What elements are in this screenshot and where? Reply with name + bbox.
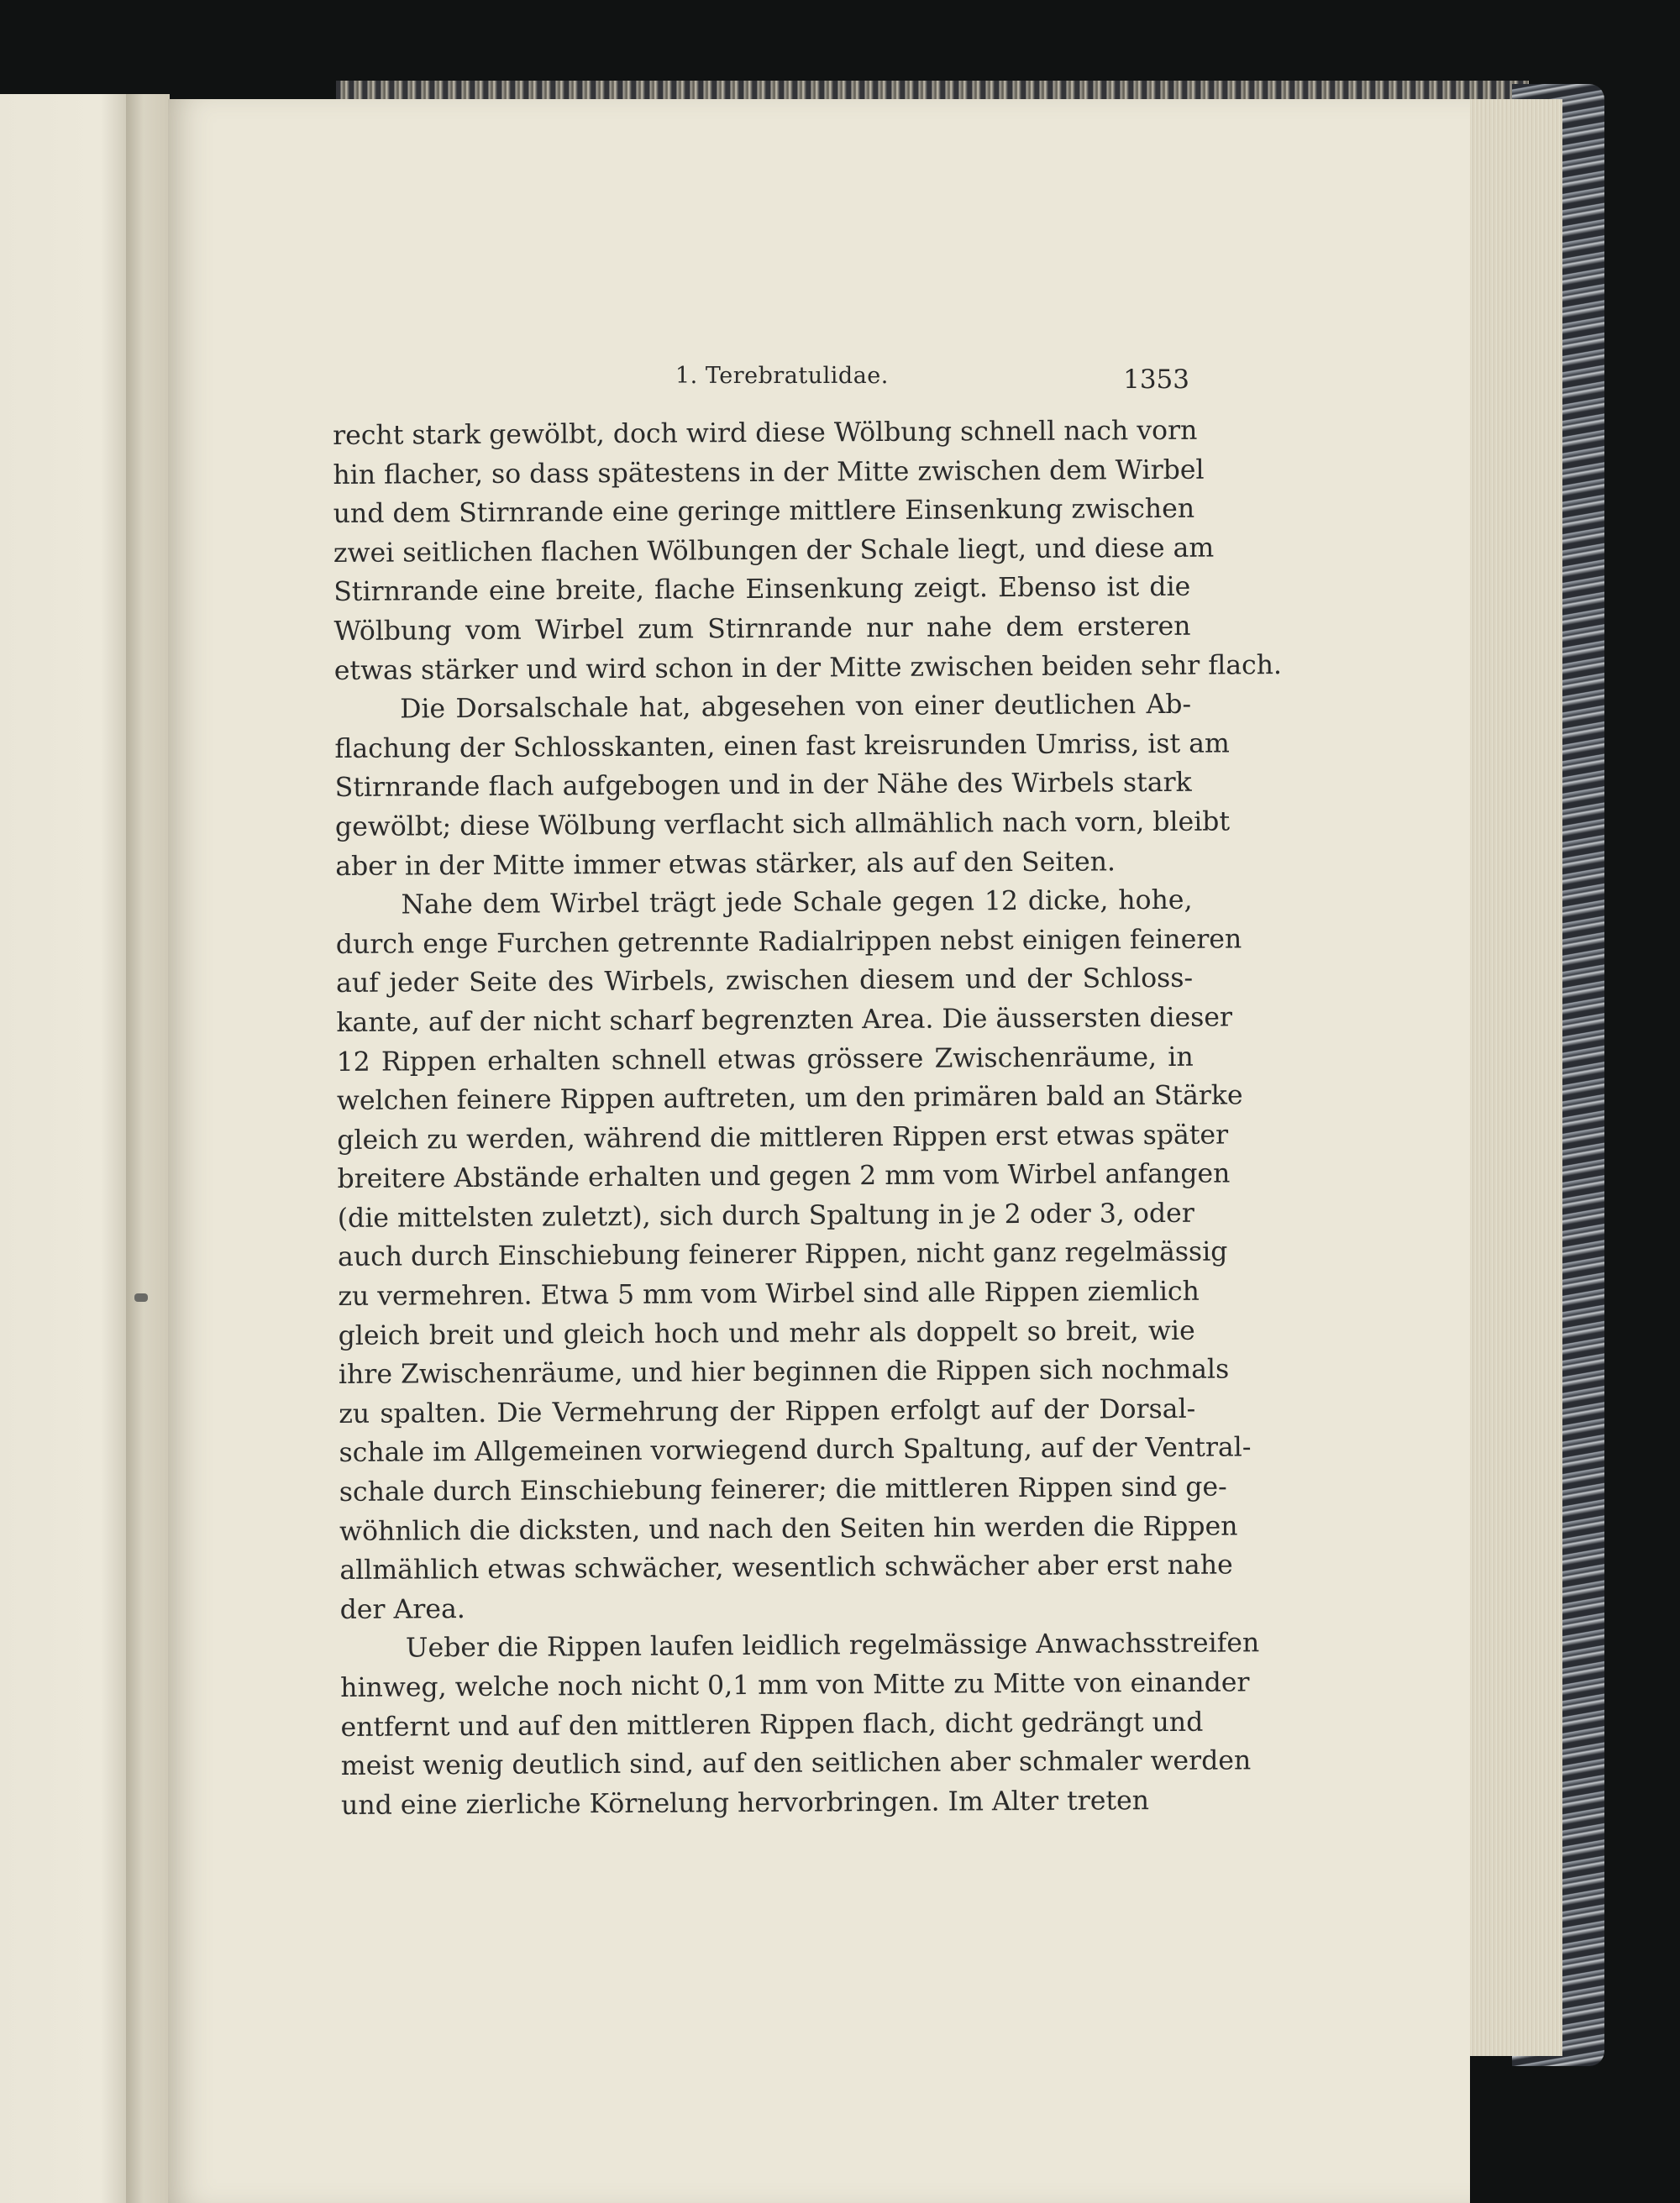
text-line: und eine zierliche Körnelung hervorbringen. Im Alter treten [340, 1785, 1150, 1821]
page-number: 1353 [1123, 365, 1189, 395]
paragraph [340, 1624, 1260, 1825]
marbled-top-edge [336, 81, 1529, 99]
paragraph [333, 412, 1283, 690]
text-line: entfernt und auf den mittleren Rippen flach, dicht gedrängt und [340, 1707, 1204, 1743]
text-line: Wölbung vom Wirbel zum Stirnrande nur nahe dem ersteren [333, 611, 1191, 647]
text-line: allmählich etwas schwächer, wesentlich schwächer aber erst nahe [339, 1550, 1233, 1587]
text-line: recht stark gewölbt, doch wird diese Wölbung schnell nach vorn [333, 415, 1198, 451]
text-line: hin flacher, so dass spätestens in der Mitte zwischen dem Wirbel [333, 454, 1205, 490]
body-text [333, 412, 1283, 1826]
text-line: aber in der Mitte immer etwas stärker, als auf den Seiten. [335, 846, 1116, 882]
text-line: flachung der Schlosskanten, einen fast kreisrunden Umriss, ist am [334, 728, 1230, 764]
text-line: gewölbt; diese Wölbung verflacht sich allmählich nach vorn, bleibt [334, 806, 1231, 842]
text-line: Stirnrande eine breite, flache Einsenkung zeigt. Ebenso ist die [333, 572, 1191, 608]
running-head [333, 363, 1189, 396]
text-line: wöhnlich die dicksten, und nach den Seiten hin werden die Rippen [339, 1511, 1238, 1547]
text-line: Die Dorsalschale hat, abgesehen von einer deutlichen Ab- [400, 689, 1192, 725]
text-line: hinweg, welche noch nicht 0,1 mm von Mitte zu Mitte von einander [340, 1667, 1250, 1703]
running-title: 1. Terebratulidae. [675, 363, 889, 389]
text-line: gleich zu werden, während die mittleren Rippen erst etwas später [337, 1120, 1229, 1156]
text-line: gleich breit und gleich hoch und mehr als doppelt so breit, wie [338, 1315, 1195, 1351]
text-line: Ueber die Rippen laufen leidlich regelmässige Anwachsstreifen [405, 1628, 1260, 1664]
text-line: (die mittelsten zuletzt), sich durch Spaltung in je 2 oder 3, oder [337, 1198, 1194, 1234]
text-line: zwei seitlichen flachen Wölbungen der Schale liegt, und diese am [333, 532, 1215, 569]
text-line: und dem Stirnrande eine geringe mittlere Einsenkung zwischen [333, 493, 1195, 530]
text-line: schale durch Einschiebung feinerer; die mittleren Rippen sind ge- [339, 1471, 1227, 1508]
text-line: auf jeder Seite des Wirbels, zwischen diesem und der Schloss- [336, 963, 1194, 999]
book-gutter [126, 94, 170, 2203]
page-mark [134, 1293, 148, 1302]
left-page [0, 94, 134, 2203]
text-line: Nahe dem Wirbel trägt jede Schale gegen 12 dicke, hohe, [401, 884, 1193, 921]
text-line: auch durch Einschiebung feinerer Rippen, nicht ganz regelmässig [338, 1236, 1228, 1273]
text-line: etwas stärker und wird schon in der Mitte zwischen beiden sehr flach. [333, 649, 1283, 686]
text-line: zu spalten. Die Vermehrung der Rippen erfolgt auf der Dorsal- [339, 1393, 1196, 1429]
text-line: 12 Rippen erhalten schnell etwas grössere Zwischenräume, in [336, 1041, 1194, 1078]
text-line: schale im Allgemeinen vorwiegend durch Spaltung, auf der Ventral- [339, 1432, 1252, 1469]
paragraph [335, 881, 1252, 1629]
page-stack-edge [1462, 99, 1562, 2056]
text-line: kante, auf der nicht scharf begrenzten Area. Die äussersten dieser [336, 1002, 1233, 1038]
text-line: welchen feinere Rippen auftreten, um den primären bald an Stärke [336, 1080, 1243, 1117]
text-line: zu vermehren. Etwa 5 mm vom Wirbel sind alle Rippen ziemlich [338, 1276, 1200, 1313]
text-line: breitere Abstände erhalten und gegen 2 mm vom Wirbel anfangen [337, 1158, 1231, 1195]
text-line: der Area. [339, 1593, 465, 1625]
text-line: durch enge Furchen getrennte Radialrippen nebst einigen feineren [335, 924, 1242, 960]
paragraph [334, 685, 1231, 886]
text-line: meist wenig deutlich sind, auf den seitlichen aber schmaler werden [340, 1745, 1252, 1782]
text-line: Stirnrande flach aufgebogen und in der Nähe des Wirbels stark [334, 768, 1192, 804]
text-line: ihre Zwischenräume, und hier beginnen die Rippen sich nochmals [338, 1354, 1230, 1391]
